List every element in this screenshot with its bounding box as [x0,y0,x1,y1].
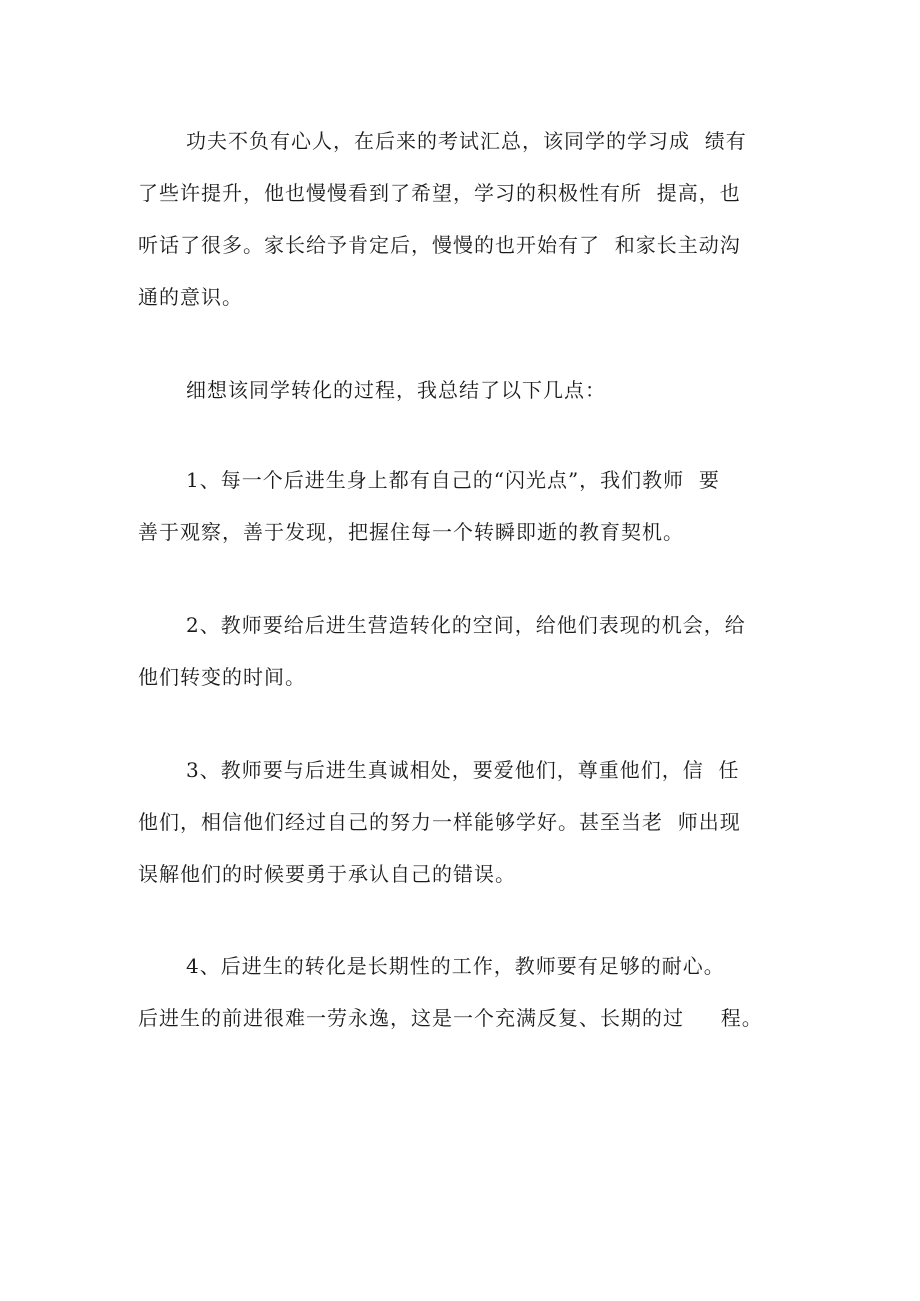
paragraph-1-line-3: 听话了很多。家长给予肯定后，慢慢的也开始有了 和家长主动沟 [138,233,741,257]
paragraph-3-line-1: 1、每一个后进生身上都有自己的“闪光点”，我们教师 要 [186,468,720,492]
paragraph-2-line-1: 细想该同学转化的过程，我总结了以下几点： [186,378,606,402]
paragraph-1-line-4: 通的意识。 [138,285,243,309]
paragraph-6-line-2: 后进生的前进很难一劳永逸，这是一个充满反复、长期的过 程。 [138,1006,763,1030]
paragraph-6-line-1: 4、后进生的转化是长期性的工作，教师要有足够的耐心。 [186,954,725,978]
paragraph-5-line-2: 他们，相信他们经过自己的努力一样能够学好。甚至当老 师出现 [138,810,741,834]
paragraph-3-line-2: 善于观察，善于发现，把握住每一个转瞬即逝的教育契机。 [138,520,684,544]
paragraph-5-line-1: 3、教师要与后进生真诚相处，要爱他们，尊重他们，信 任 [186,758,740,782]
paragraph-5-line-3: 误解他们的时候要勇于承认自己的错误。 [138,862,516,886]
paragraph-1-line-1: 功夫不负有心人，在后来的考试汇总，该同学的学习成 绩有 [186,129,747,153]
paragraph-4-line-1: 2、教师要给后进生营造转化的空间，给他们表现的机会，给 [186,613,746,637]
paragraph-4-line-2: 他们转变的时间。 [138,665,306,689]
paragraph-1-line-2: 了些许提升，他也慢慢看到了希望，学习的积极性有所 提高，也 [138,181,741,205]
